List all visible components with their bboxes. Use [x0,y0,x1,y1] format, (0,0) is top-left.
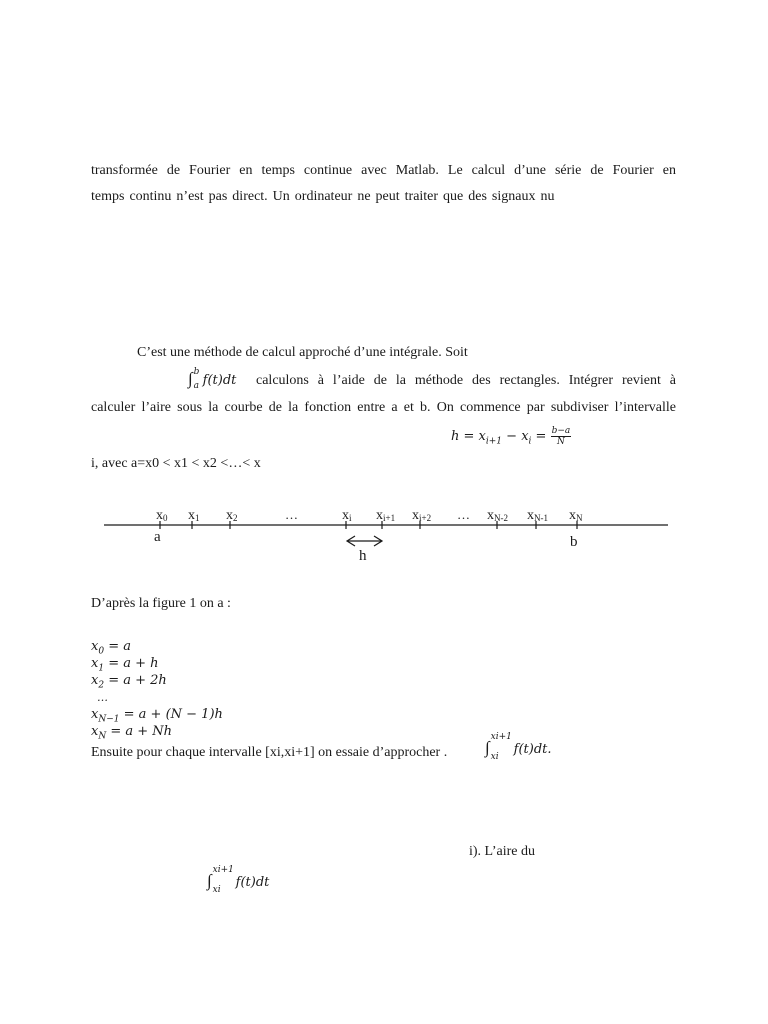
tick-label-subscript: N [576,513,583,523]
equation-rhs: = a + Nh [106,724,173,739]
h-formula-lhs: h = x [451,429,486,444]
paragraph1-line1: transformée de Fourier en temps continue avec Matlab. Le calcul d’une série de Fourier en [91,163,676,178]
tick-label-subscript: i+1 [383,513,396,523]
tick-label-ellipsis-7: … [457,507,470,522]
tick-label-subscript: 1 [195,513,200,523]
integral-sign-icon: ∫ [207,871,212,890]
tick-label-ellipsis-3: … [285,507,298,522]
label-a: a [154,529,161,545]
tick-label-i: xi [342,508,352,523]
paragraph2-intro: C’est une méthode de calcul approché d’une intégrale. Soit [137,345,468,360]
tick-label-subscript: i+2 [419,513,432,523]
equation-rhs: = a [104,639,131,654]
tick-label-subscript: N-2 [494,513,508,523]
tick-label-i+1: xi+1 [376,508,396,523]
equation-subscript: 0 [98,646,105,657]
integral-xi: ∫ xi+1 xi f(t)dt. [485,731,552,762]
integral-sign-icon: ∫ [188,369,193,388]
paragraph3-intro: D’après la figure 1 on a : [91,596,231,611]
tick-label-N: xN [569,508,583,523]
tick-label-subscript: N-1 [534,513,548,523]
equation-line [91,655,223,672]
paragraph4-fragment: i). L’aire du [469,844,535,859]
integral-sign-icon: ∫ [485,738,490,757]
paragraph1-line2: temps continu n’est pas direct. Un ordinateur ne peut traiter que des signaux nu [91,189,555,204]
paragraph2-line3: calculer l’aire sous la courbe de la fonction entre a et b. On commence par subdiviser l’intervalle [91,400,676,415]
number-line-labels [156,507,583,523]
h-formula-sub1: i+1 [485,436,503,447]
equation-list [91,638,223,740]
h-formula-eq: = [531,429,551,444]
integral-body: f(t)dt [202,373,237,388]
tick-label-subscript: i [349,513,352,523]
equation-rhs: = a + 2h [104,673,167,688]
tick-label-0: x0 [156,508,168,523]
integral-body: f(t)dt. [513,742,552,757]
equation-subscript: N [98,731,107,742]
equation-lhs: … [97,691,108,704]
equation-lhs: x [91,724,99,739]
equation-line [91,638,223,655]
equation-rhs: = a + h [104,656,159,671]
tick-label-N-2: xN-2 [487,508,508,523]
paragraph3-ensuite: Ensuite pour chaque intervalle [xi,xi+1] on essaie d’approcher . [91,745,448,760]
equation-line [91,723,223,740]
equation-line [91,672,223,689]
paragraph2-line2: calculons à l’aide de la méthode des rectangles. Intégrer revient à [256,373,676,388]
equation-line [91,706,223,723]
label-h: h [359,548,367,564]
h-fraction-denominator: N [556,437,565,447]
equation-rhs: = a + (N − 1)h [119,707,223,722]
h-fraction-numerator: b−a [551,426,571,436]
equation-lhs: x [91,673,99,688]
tick-label-subscript: 0 [163,513,168,523]
equation-lhs: x [91,639,99,654]
paragraph2-line5: i, avec a=x0 < x1 < x2 <…< x [91,456,261,471]
integral-a-b: ∫ b a f(t)dt [188,366,237,391]
h-formula-mid: − x [502,429,529,444]
equation-lhs: x [91,656,99,671]
h-double-arrow-icon [347,536,382,546]
integral-body: f(t)dt [235,875,270,890]
equation-line [91,689,223,706]
equation-subscript: 1 [98,663,105,674]
tick-label-N-1: xN-1 [527,508,548,523]
equation-subscript: 2 [98,680,105,691]
equation-lhs: x [91,707,99,722]
equation-subscript: N−1 [98,714,120,725]
label-b: b [570,534,578,550]
h-formula-sub2: i [528,436,532,447]
tick-label-subscript: 2 [233,513,238,523]
integral-xi-standalone: ∫ xi+1 xi f(t)dt [207,864,270,895]
tick-label-2: x2 [226,508,238,523]
tick-label-i+2: xi+2 [412,508,432,523]
tick-label-1: x1 [188,508,200,523]
